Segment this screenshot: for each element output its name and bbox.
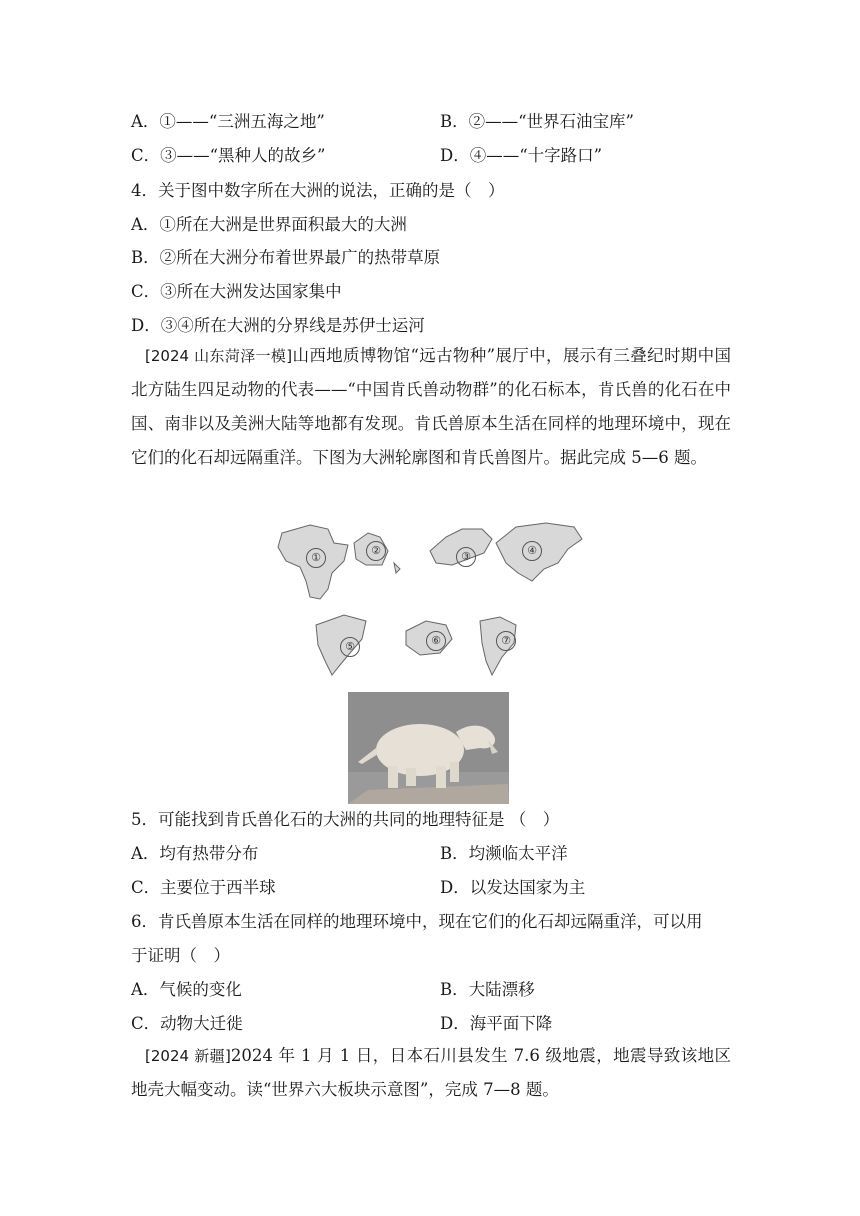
q5-option-b: B．均濒临太平洋: [440, 844, 568, 863]
label-7: ⑦: [496, 631, 516, 651]
q6-option-b: B．大陆漂移: [440, 980, 535, 999]
q5-option-c: C．主要位于西半球: [131, 878, 276, 897]
q6-option-c: C．动物大迁徙: [131, 1014, 243, 1033]
label-4: ④: [522, 541, 542, 561]
label-2: ②: [366, 541, 386, 561]
label-5: ⑤: [340, 637, 360, 657]
q4-option-d: D．③④所在大洲的分界线是苏伊士运河: [131, 316, 425, 335]
q5-option-a: A．均有热带分布: [131, 844, 259, 863]
label-3: ③: [456, 547, 476, 567]
passage-2-text: 2024 年 1 月 1 日，日本石川县发生 7.6 级地震，地震导致该地区地壳大幅变动。读“世界六大板块示意图”，完成 7—8 题。: [131, 1046, 731, 1099]
q3-option-b: B．②——“世界石油宝库”: [440, 112, 634, 131]
q6-stem-line-1: 6．肯氏兽原本生活在同样的地理环境中，现在它们的化石却远隔重洋，可以用: [131, 912, 703, 931]
kannemeyeriid-fossil-photo: [348, 692, 509, 804]
q6-option-d: D．海平面下降: [440, 1014, 553, 1033]
q6-option-a: A．气候的变化: [131, 980, 242, 999]
q3-option-c: C．③——“黑种人的故乡”: [131, 146, 326, 165]
q4-option-a: A．①所在大洲是世界面积最大的大洲: [131, 215, 407, 234]
q4-option-b: B．②所在大洲分布着世界最广的热带草原: [131, 248, 441, 267]
passage-1-source: [2024 山东菏泽一模]: [145, 347, 293, 365]
passage-1-text: 山西地质博物馆“远古物种”展厅中，展示有三叠纪时期中国北方陆生四足动物的代表——“中国肯氏兽动物群”的化石标本，肯氏兽的化石在中国、南非以及美洲大陆等地都有发现。肯氏兽原本生活在同样的地理环境中，现在它们的化石却远隔重洋。下图为大洲轮廓图和肯氏兽图片。据此完成 5—6 题。: [131, 346, 732, 467]
q4-stem: 4．关于图中数字所在大洲的说法，正确的是（ ）: [131, 181, 505, 200]
continent-outlines: [270, 515, 590, 690]
q3-option-d: D．④——“十字路口”: [440, 146, 603, 165]
passage-1: [131, 339, 731, 475]
q5-option-d: D．以发达国家为主: [440, 878, 586, 897]
q6-stem-line-2: 于证明（ ）: [131, 946, 230, 965]
q5-stem: 5．可能找到肯氏兽化石的大洲的共同的地理特征是 （ ）: [131, 810, 560, 829]
q4-option-c: C．③所在大洲发达国家集中: [131, 282, 342, 301]
passage-2-source: [2024 新疆]: [145, 1047, 231, 1065]
passage-2: [131, 1039, 731, 1107]
continents-figure: [270, 515, 590, 805]
q3-option-a: A．①——“三洲五海之地”: [131, 112, 325, 131]
label-1: ①: [306, 548, 326, 568]
label-6: ⑥: [426, 631, 446, 651]
